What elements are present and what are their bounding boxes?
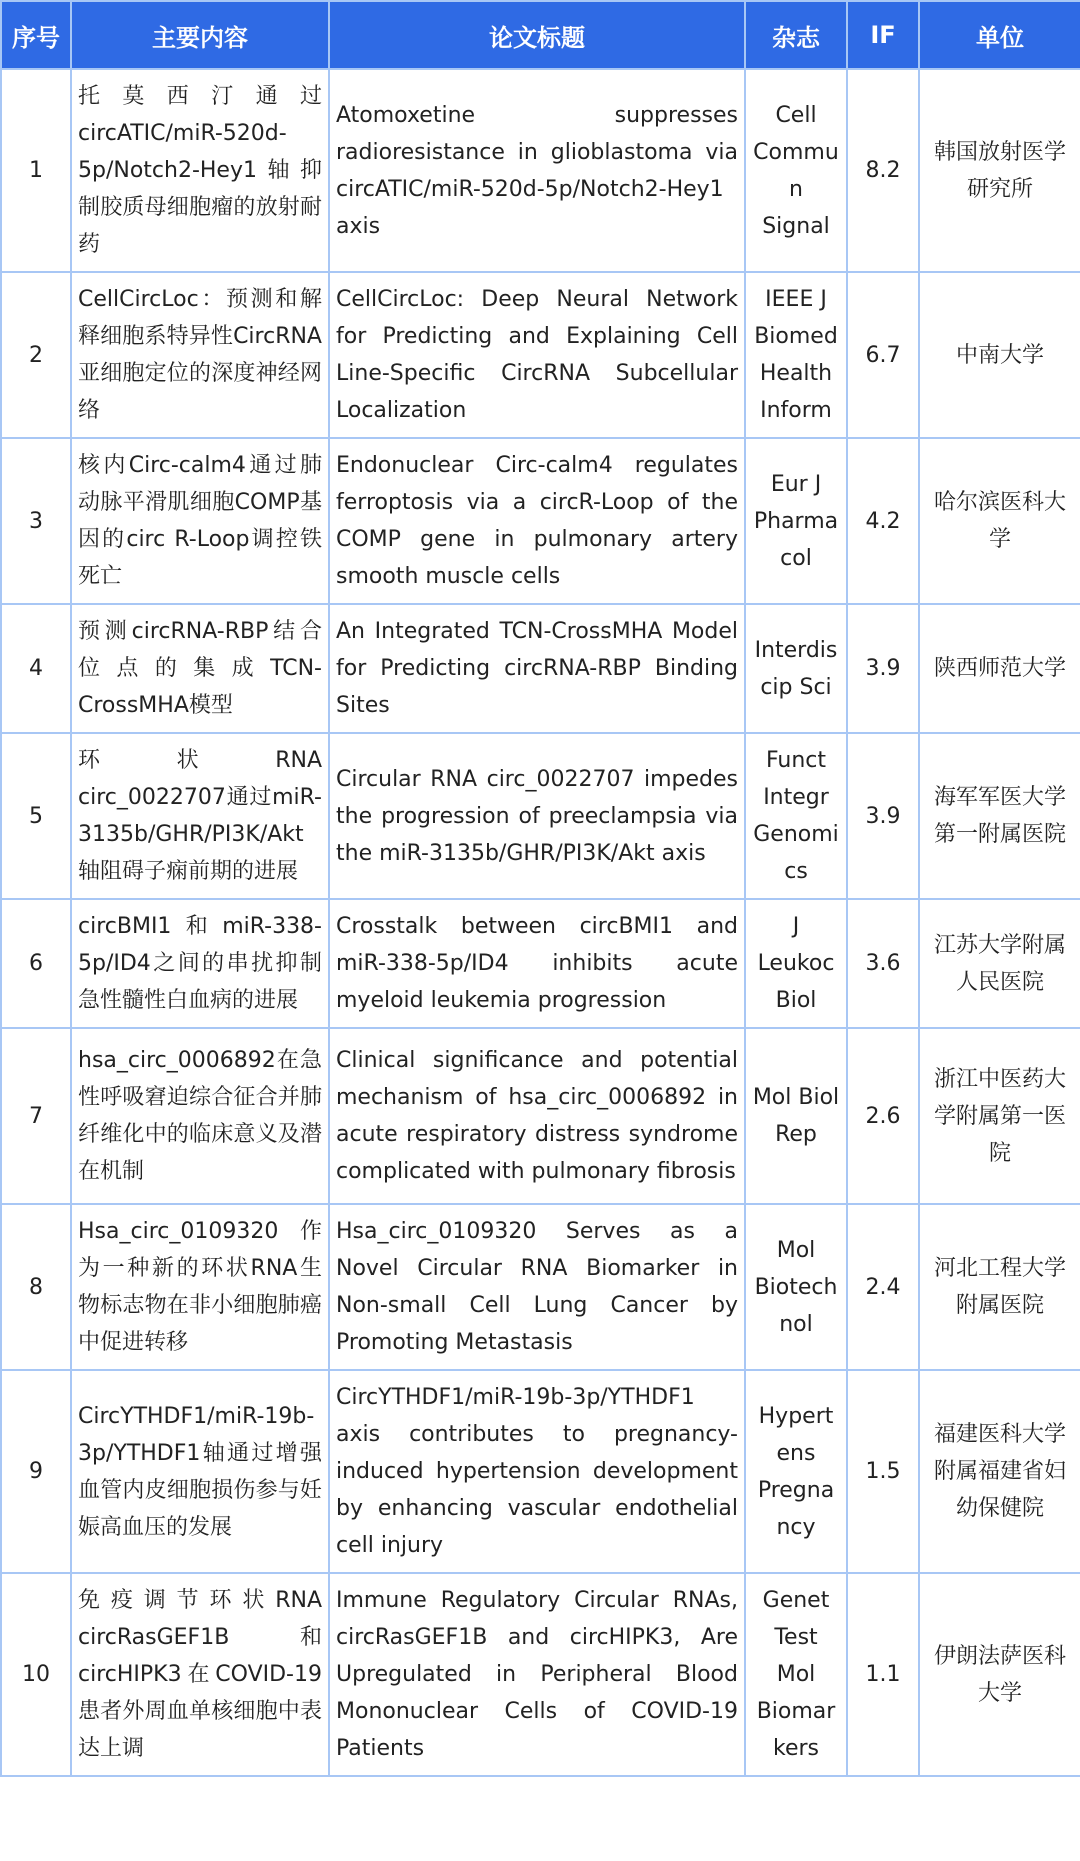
row-title: CellCircLoc: Deep Neural Network for Predicting and Explaining Cell Line-Specific CircRNA Subcellular Localization [329, 272, 745, 438]
table-row [1, 1204, 1080, 1370]
table-row [1, 1573, 1080, 1776]
header-journal: 杂志 [745, 1, 847, 69]
row-unit: 海军军医大学第一附属医院 [919, 733, 1080, 899]
row-if: 6.7 [847, 272, 919, 438]
row-unit: 韩国放射医学研究所 [919, 69, 1080, 272]
row-journal: Funct Integr Genomics [745, 733, 847, 899]
row-content: Hsa_circ_0109320作为一种新的环状RNA生物标志物在非小细胞肺癌中促进转移 [71, 1204, 329, 1370]
row-unit: 浙江中医药大学附属第一医院 [919, 1028, 1080, 1204]
row-journal: Interdiscip Sci [745, 604, 847, 733]
row-number: 8 [1, 1204, 71, 1370]
row-if: 3.6 [847, 899, 919, 1028]
row-unit: 伊朗法萨医科大学 [919, 1573, 1080, 1776]
table-row [1, 69, 1080, 272]
row-if: 3.9 [847, 604, 919, 733]
row-if: 1.5 [847, 1370, 919, 1573]
row-number: 7 [1, 1028, 71, 1204]
row-number: 1 [1, 69, 71, 272]
row-title: An Integrated TCN-CrossMHA Model for Predicting circRNA-RBP Binding Sites [329, 604, 745, 733]
row-journal: Mol Biol Rep [745, 1028, 847, 1204]
row-journal: Mol Biotechnol [745, 1204, 847, 1370]
header-if: IF [847, 1, 919, 69]
row-title: Atomoxetine suppresses radioresistance in glioblastoma via circATIC/miR-520d-5p/Notch2-Hey1 axis [329, 69, 745, 272]
header-unit: 单位 [919, 1, 1080, 69]
row-number: 9 [1, 1370, 71, 1573]
row-number: 10 [1, 1573, 71, 1776]
row-number: 4 [1, 604, 71, 733]
header-row [1, 1, 1080, 69]
row-unit: 河北工程大学附属医院 [919, 1204, 1080, 1370]
row-journal: Hypertens Pregnancy [745, 1370, 847, 1573]
row-content: circBMI1和miR-338-5p/ID4之间的串扰抑制急性髓性白血病的进展 [71, 899, 329, 1028]
row-journal: J Leukoc Biol [745, 899, 847, 1028]
row-if: 4.2 [847, 438, 919, 604]
row-unit: 中南大学 [919, 272, 1080, 438]
row-journal: IEEE J Biomed Health Inform [745, 272, 847, 438]
row-number: 6 [1, 899, 71, 1028]
row-journal: Cell Commun Signal [745, 69, 847, 272]
table-row [1, 733, 1080, 899]
row-content: 免疫调节环状RNA circRasGEF1B和circHIPK3在COVID-19患者外周血单核细胞中表达上调 [71, 1573, 329, 1776]
table-row [1, 899, 1080, 1028]
row-if: 3.9 [847, 733, 919, 899]
row-title: Endonuclear Circ-calm4 regulates ferroptosis via a circR-Loop of the COMP gene in pulmonary artery smooth muscle cells [329, 438, 745, 604]
row-title: Crosstalk between circBMI1 and miR-338-5p/ID4 inhibits acute myeloid leukemia progression [329, 899, 745, 1028]
row-content: 核内Circ-calm4通过肺动脉平滑肌细胞COMP基因的circ R-Loop调控铁死亡 [71, 438, 329, 604]
row-unit: 陕西师范大学 [919, 604, 1080, 733]
row-if: 2.4 [847, 1204, 919, 1370]
row-content: hsa_circ_0006892在急性呼吸窘迫综合征合并肺纤维化中的临床意义及潜在机制 [71, 1028, 329, 1204]
row-unit: 哈尔滨医科大学 [919, 438, 1080, 604]
row-title: Hsa_circ_0109320 Serves as a Novel Circular RNA Biomarker in Non-small Cell Lung Cancer by Promoting Metastasis [329, 1204, 745, 1370]
row-content: 托莫西汀通过circATIC/miR-520d-5p/Notch2-Hey1轴抑制胶质母细胞瘤的放射耐药 [71, 69, 329, 272]
header-number: 序号 [1, 1, 71, 69]
row-number: 5 [1, 733, 71, 899]
row-number: 2 [1, 272, 71, 438]
row-unit: 江苏大学附属人民医院 [919, 899, 1080, 1028]
row-journal: Genet Test Mol Biomarkers [745, 1573, 847, 1776]
table-row [1, 1370, 1080, 1573]
row-journal: Eur J Pharmacol [745, 438, 847, 604]
row-number: 3 [1, 438, 71, 604]
row-content: 环状RNA circ_0022707通过miR-3135b/GHR/PI3K/Akt轴阻碍子痫前期的进展 [71, 733, 329, 899]
row-title: Circular RNA circ_0022707 impedes the progression of preeclampsia via the miR-3135b/GHR/PI3K/Akt axis [329, 733, 745, 899]
row-title: CircYTHDF1/miR-19b-3p/YTHDF1 axis contributes to pregnancy-induced hypertension development by enhancing vascular endothelial cell injury [329, 1370, 745, 1573]
row-title: Clinical significance and potential mechanism of hsa_circ_0006892 in acute respiratory distress syndrome complicated with pulmonary fibrosis [329, 1028, 745, 1204]
row-content: 预测circRNA-RBP结合位点的集成TCN-CrossMHA模型 [71, 604, 329, 733]
table-row [1, 272, 1080, 438]
row-if: 1.1 [847, 1573, 919, 1776]
row-content: CircYTHDF1/miR-19b-3p/YTHDF1轴通过增强血管内皮细胞损伤参与妊娠高血压的发展 [71, 1370, 329, 1573]
row-title: Immune Regulatory Circular RNAs, circRasGEF1B and circHIPK3, Are Upregulated in Peripheral Blood Mononuclear Cells of COVID-19 Patients [329, 1573, 745, 1776]
row-unit: 福建医科大学附属福建省妇幼保健院 [919, 1370, 1080, 1573]
row-if: 2.6 [847, 1028, 919, 1204]
row-if: 8.2 [847, 69, 919, 272]
table-row [1, 604, 1080, 733]
table-row [1, 438, 1080, 604]
table-row [1, 1028, 1080, 1204]
header-content: 主要内容 [71, 1, 329, 69]
header-title: 论文标题 [329, 1, 745, 69]
row-content: CellCircLoc：预测和解释细胞系特异性CircRNA亚细胞定位的深度神经网络 [71, 272, 329, 438]
